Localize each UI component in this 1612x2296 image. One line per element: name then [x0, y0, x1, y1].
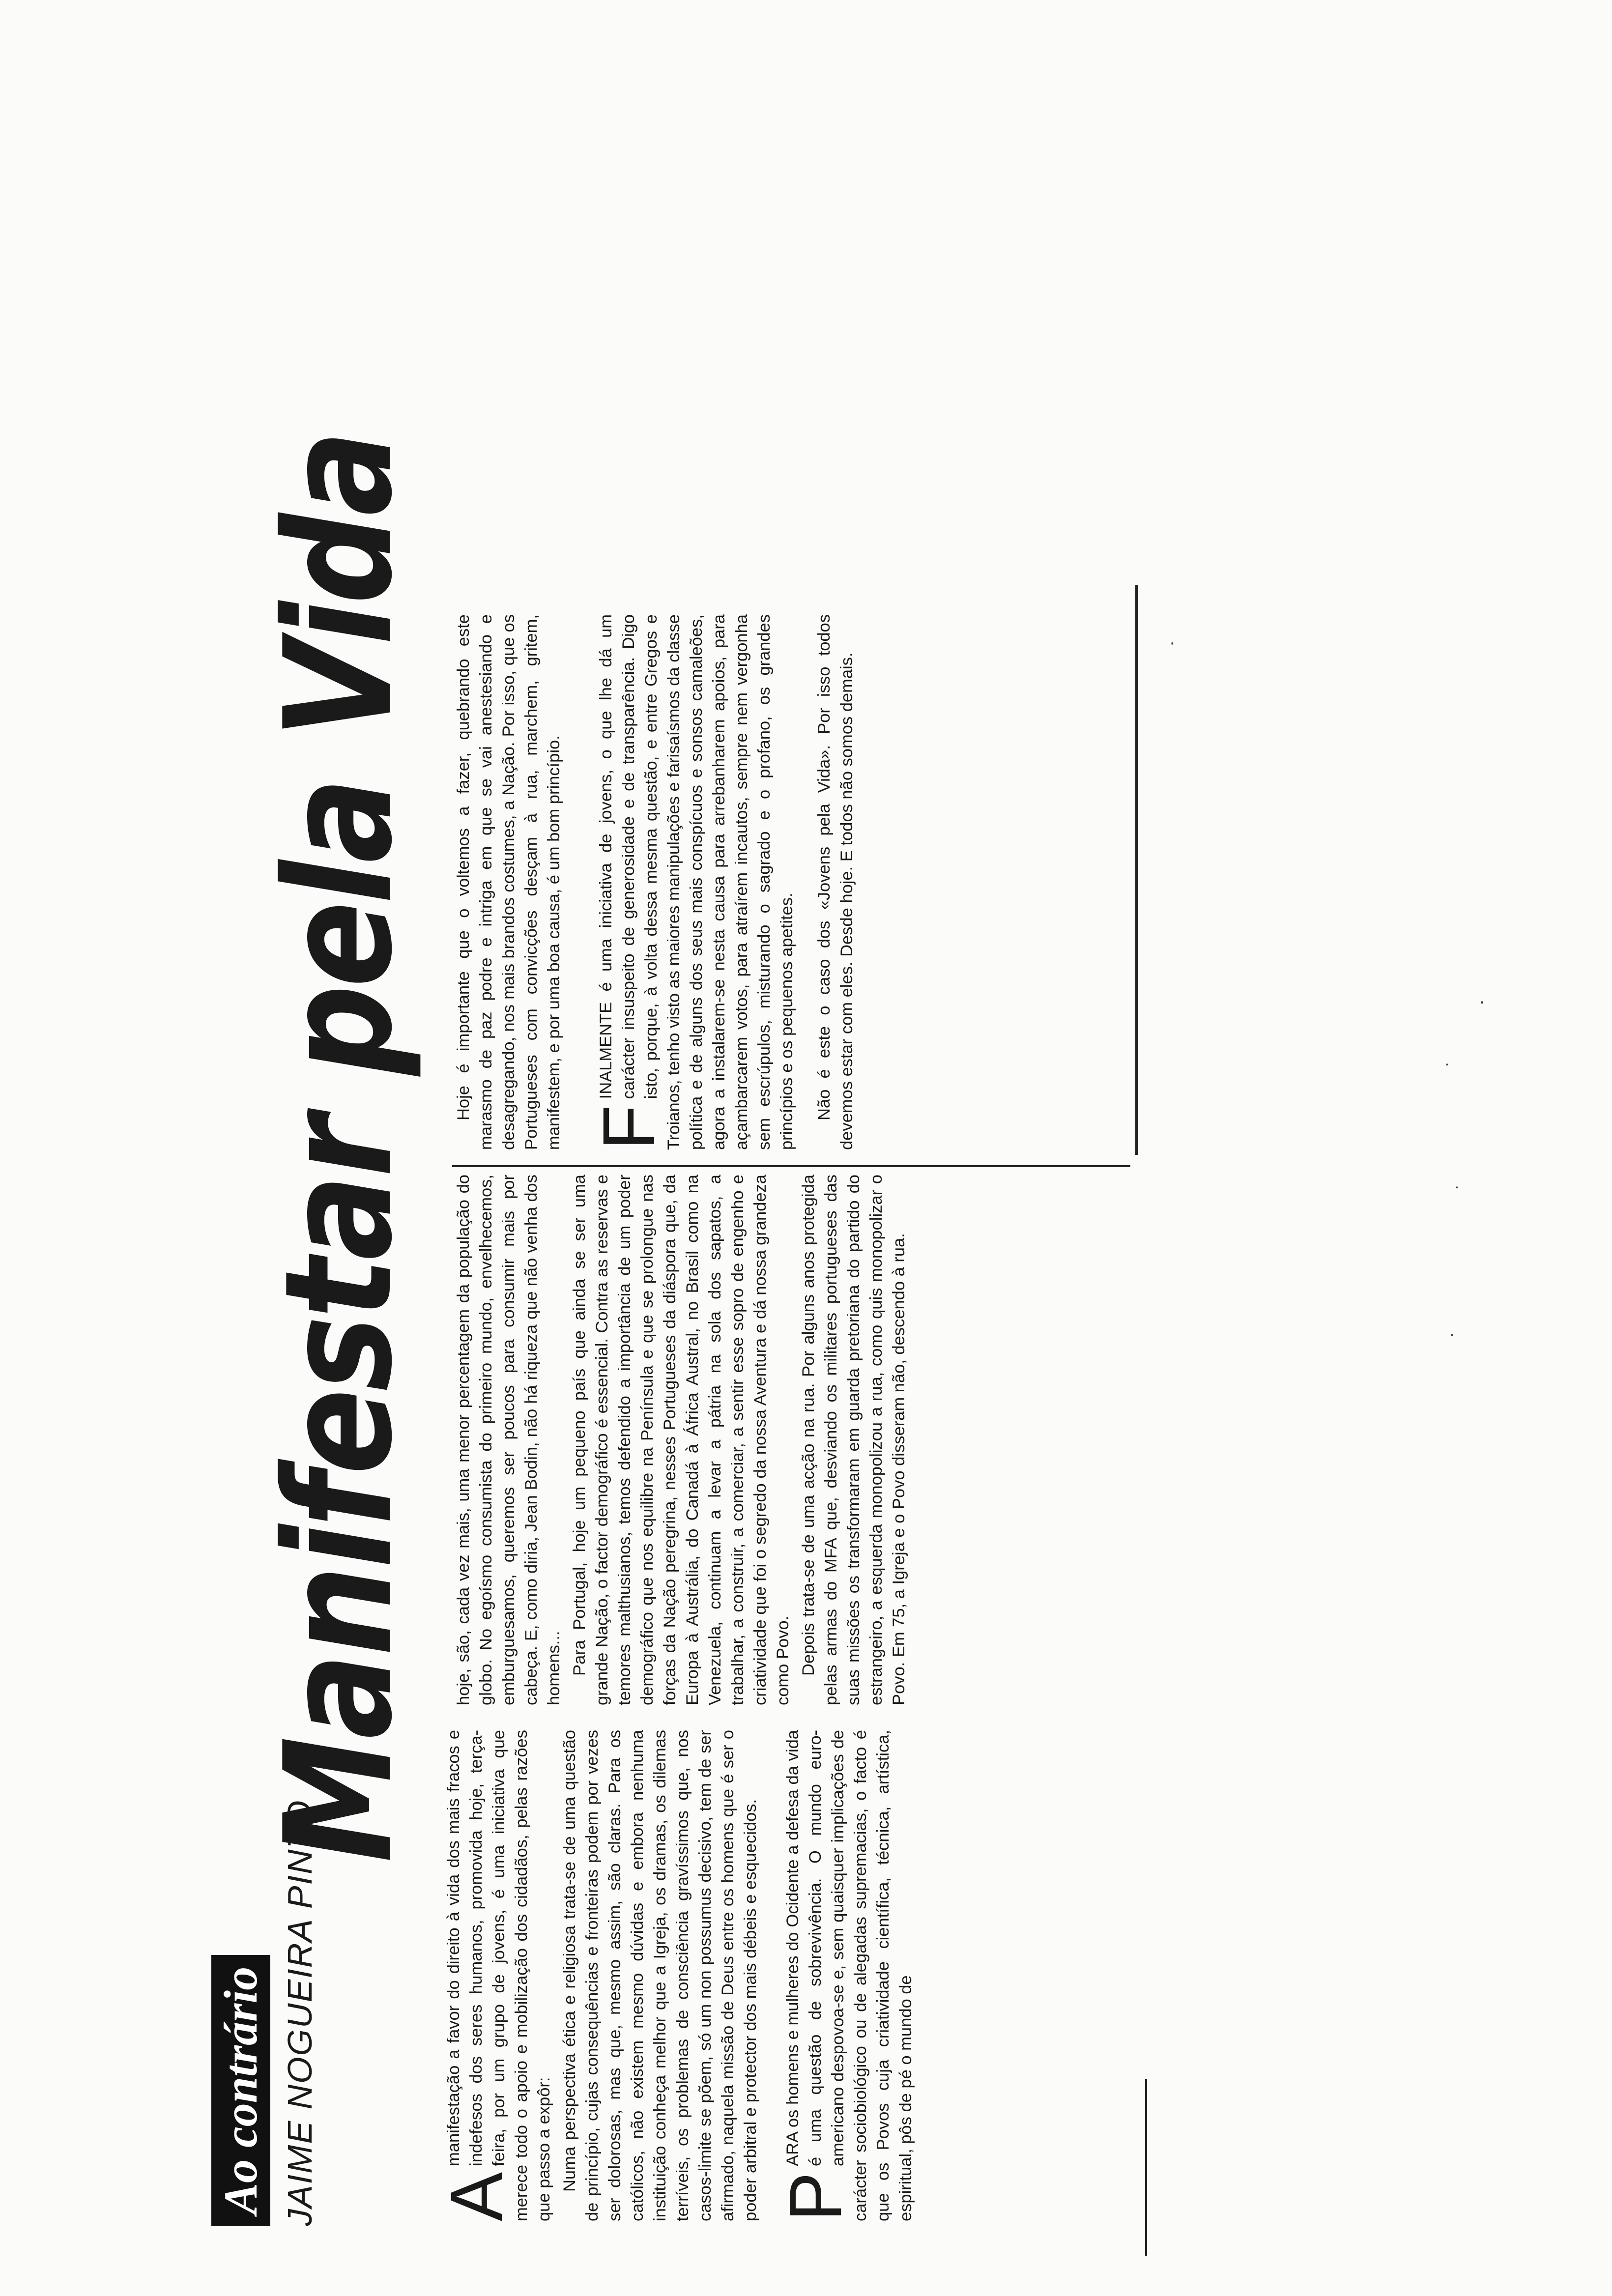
bottom-rule — [1135, 585, 1138, 1155]
column-divider — [452, 1165, 1130, 1167]
paragraph — [452, 614, 565, 1150]
bottom-rule-left — [1145, 2079, 1147, 2256]
article-column-2 — [452, 1175, 913, 1705]
paragraph-text: INALMENTE é uma iniciativa de jovens, o que lhe dá um carácter insuspeito de generosidade e de transparência. Digo isto, porque, à volta dessa mesma questão, e entre Gregos e Troianos, tenho visto as maiores manipulações e farisaísmos da classe política e de alguns dos seus mais conspícuos e sonsos camaleões, agora a instalarem-se nesta causa para arrebanharem apoios, para açambarcarem votos, para atraírem incautos, sempre nem vergonha sem escrúpulos, misturando o sagrado e o profano, os grandes princípios e os pequenos apetites. — [597, 614, 796, 1150]
paragraph — [568, 1175, 794, 1705]
paragraph-text: Numa perspectiva ética e religiosa trata-se de uma questão de princípio, cujas consequências e fronteiras podem por vezes ser dolorosas, mas que, mesmo assim, são claras. Para os católicos, não existem mesmo dúvidas e embora nenhuma instituição conheça melhor que a Igreja, os dramas, os dilemas terríveis, os problemas de consciência gravíssimos que, nos casos-limite se põem, só um non possumus decisivo, tem de ser afirmado, naquela missão de Deus entre os homens que é ser o poder arbitral e protector dos mais débeis e esquecidos. — [560, 1730, 760, 2221]
article-headline: Manifestar pela Vida — [253, 432, 425, 1863]
paragraph-text: Para Portugal, hoje um pequeno país que ainda se ser uma grande Nação, o factor demográfico é essencial. Contra as reservas e temores malthusianos, temos defendido a importância de um poder demográfico que nos equilibre na Península e que se prolongue nas forças da Nação peregrina, nesses Portugueses da diáspora que, da Europa à Austrália, do Canadá à África Austral, no Brasil como na Venezuela, continuam a levar a pátria na sola dos sapatos, a trabalhar, a construir, a comerciar, a sentir esse sopro de engenho e criatividade que foi o segredo da nossa Aventura e dá nossa grandeza como Povo. — [570, 1175, 792, 1705]
paragraph — [797, 1175, 910, 1705]
paragraph-text: Não é este o caso dos «Jovens pela Vida». Por isso todos devemos estar com eles. Desde hoje. E todos não somos demais. — [815, 614, 856, 1150]
paragraph — [435, 1730, 555, 2221]
paragraph — [452, 1175, 565, 1705]
paragraph-text: Depois trata-se de uma acção na rua. Por alguns anos protegida pelas armas do MFA que, desviando os militares portugueses das suas missões os transformaram em guarda pretoriana do partido do estrangeiro, a esquerda monopolizou a rua, como quis monopolizar o Povo. Em 75, a Igreja e o Povo disseram não, descendo à rua. — [799, 1175, 908, 1705]
column-kicker: Ao contrário — [211, 1955, 270, 2226]
paragraph — [813, 614, 858, 1150]
paragraph-text: ARA os homens e mulheres do Ocidente a defesa da vida é uma questão de sobrevivência. O mundo euro-americano despovoa-se e, sem quaisquer implicações de carácter sociobiológico ou de alegadas supremacias, o facto é que os Povos cuja criatividade científica, técnica, artística, espiritual, pôs de pé o mundo de — [783, 1730, 915, 2221]
paragraph — [774, 1730, 917, 2221]
paragraph-text: Hoje é importante que o voltemos a fazer, quebrando este marasmo de paz podre e intriga em que se vai anestesiando e desagregando, nos mais brandos costumes, a Nação. Por isso, que os Portugueses com convicções desçam à rua, marchem, gritem, manifestem, e por uma boa causa, é um bom princípio. — [454, 614, 563, 1150]
drop-cap: P — [774, 2172, 857, 2221]
scan-speck: · — [1170, 634, 1175, 654]
paragraph — [587, 614, 798, 1150]
article-column-3 — [452, 614, 861, 1150]
scan-speck: · — [1450, 1327, 1454, 1343]
article-column-1 — [435, 1730, 920, 2221]
author-byline: JAIME NOGUEIRA PINTO — [281, 1799, 319, 2226]
scan-speck: · — [1479, 993, 1485, 1013]
scan-speck: · — [1445, 1057, 1449, 1073]
paragraph — [558, 1730, 762, 2221]
scan-speck: · — [1455, 1179, 1459, 1196]
newspaper-article — [197, 300, 1160, 2285]
drop-cap: F — [587, 1105, 670, 1150]
paragraph-text: hoje, são, cada vez mais, uma menor percentagem da população do globo. No egoísmo consumista do primeiro mundo, envelhecemos, emburguesamos, queremos ser poucos para consumir mais por cabeça. E, como diria, Jean Bodin, não há riqueza que não venha dos homens... — [454, 1175, 563, 1705]
drop-cap: A — [435, 2172, 518, 2221]
paragraph-text: manifestação a favor do direito à vida dos mais fracos e indefesos dos seres humanos, promovida hoje, terça-feira, por um grupo de jovens, é uma iniciativa que merece todo o apoio e mobilização dos cidadãos, pelas razões que passo a expôr: — [444, 1730, 553, 2221]
